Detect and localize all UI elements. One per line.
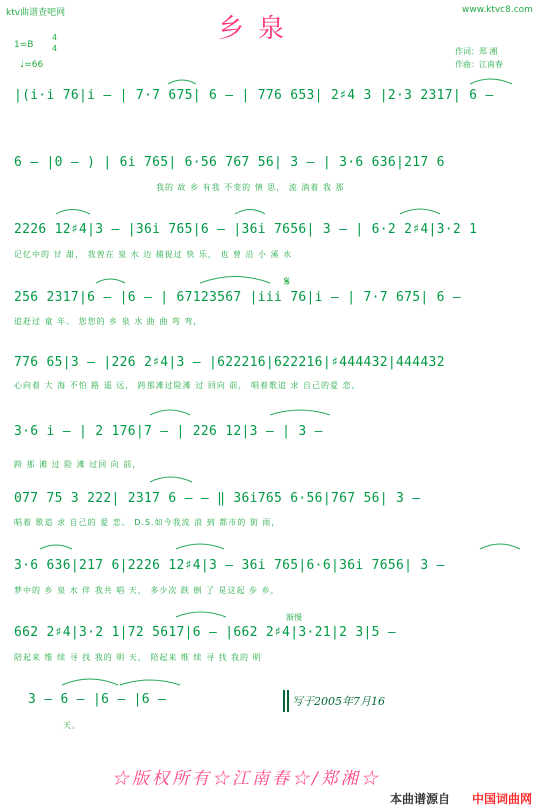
slur xyxy=(56,210,90,215)
handwritten-signature: 写于2005年7月16 xyxy=(292,695,385,708)
slur xyxy=(168,80,196,84)
slur xyxy=(40,545,72,549)
notation-row-2: 6 – |0 – ) | 6i 765| 6·56 767 56| 3 – | 3·6 636|217 6 xyxy=(14,155,445,170)
lyrics-row-2: 我的 故 乡 有我 不变的 情 思， 流 淌着 我 那 xyxy=(156,183,345,192)
notation-row-3: 2226 12♯4|3 – |36i 765|6 – |36i 7656| 3 – | 6·2 2♯4|3·2 1 xyxy=(14,222,478,237)
tempo-marking: ♩=66 xyxy=(20,60,44,70)
slur xyxy=(480,544,520,549)
notation-row-4: 256 2317|6 – |6 – | 67123567 |iii 76|i – | 7·7 675| 6 – xyxy=(14,290,461,305)
notation-row-1: |(i·i 76|i – | 7·7 675| 6 – | 776 653| 2♯4 3 |2·3 2317| 6 – xyxy=(14,88,494,103)
lyrics-row-5: 心向着 大 海 不怕 路 遥 远， 跨那滩过险滩 过 回向 前， 唱着歌追 求 自己的爱 恋， xyxy=(14,381,361,390)
lyricist-credit: 作词：郑 湘 xyxy=(455,47,498,56)
tempo-change-label: 渐慢 xyxy=(286,613,302,622)
slur xyxy=(200,277,270,284)
lyrics-row-9: 陪起来 维 续 寻 找 我的 明 天， 陪起来 维 续 寻 找 我的 明 xyxy=(14,653,262,662)
copyright-banner: ☆版权所有☆江南春☆/郑湘☆ xyxy=(112,769,381,789)
slur xyxy=(96,279,125,283)
slur xyxy=(176,544,224,549)
notation-row-8: 3·6 636|217 6|2226 12♯4|3 – 36i 765|6·6|36i 7656| 3 – xyxy=(14,558,445,573)
notation-row-6: 3·6 i – | 2 176|7 – | 226 12|3 – | 3 – xyxy=(14,424,323,439)
site-url-right: www.ktvc8.com xyxy=(462,5,533,15)
lyrics-row-6: 跨 那 滩 过 险 滩 过回 向 前， xyxy=(14,460,142,469)
site-name-left: ktv曲谱查吧网 xyxy=(6,8,66,18)
lyrics-row-10: 天。 xyxy=(63,721,81,730)
lyrics-row-3: 记忆中的 甘 甜， 我曾在 泉 水 边 捕捉过 快 乐， 也 曾 沿 小 溪 水 xyxy=(14,250,293,259)
notation-row-10: 3 – 6 – |6 – |6 – xyxy=(28,692,167,707)
slur xyxy=(62,679,118,685)
notation-row-5: 776 65|3 – |226 2♯4|3 – |622216|622216|♯444432|444432 xyxy=(14,355,445,370)
time-signature-top: 4 xyxy=(52,33,58,42)
notation-row-9: 662 2♯4|3·2 1|72 5617|6 – |662 2♯4|3·21|2 3|5 – xyxy=(14,625,396,640)
slur xyxy=(470,79,512,84)
slur xyxy=(120,680,180,685)
slur xyxy=(150,410,190,415)
notation-row-7: 077 75 3 222| 2317 6 – – ‖ 36i765 6·56|767 56| 3 – xyxy=(14,491,421,506)
slur xyxy=(176,612,226,617)
slur xyxy=(270,410,330,415)
slur xyxy=(235,210,265,215)
time-signature-bottom: 4 xyxy=(52,44,58,53)
song-title: 乡泉 xyxy=(218,14,299,44)
lyrics-row-8: 梦中的 乡 泉 水 伴 我共 唱 天， 多少次 跌 倒 了 是这起 步 乡， xyxy=(14,586,280,595)
slur xyxy=(400,209,440,214)
lyrics-row-4: 追赶过 童 年。 您您的 乡 泉 水 曲 曲 弯 弯， xyxy=(14,317,203,326)
segno-mark: 𝄋 xyxy=(284,274,291,290)
key-signature: 1=B xyxy=(14,40,34,50)
source-site: 中国词曲网 xyxy=(472,792,533,806)
source-label: 本曲谱源自 xyxy=(390,792,451,806)
lyrics-row-7: 唱着 歌追 求 自己的 爱 恋。 D.S.如今我流 浪 到 都市的 街 雨， xyxy=(14,518,281,527)
composer-credit: 作曲：江南春 xyxy=(455,60,503,69)
slur xyxy=(150,477,192,482)
